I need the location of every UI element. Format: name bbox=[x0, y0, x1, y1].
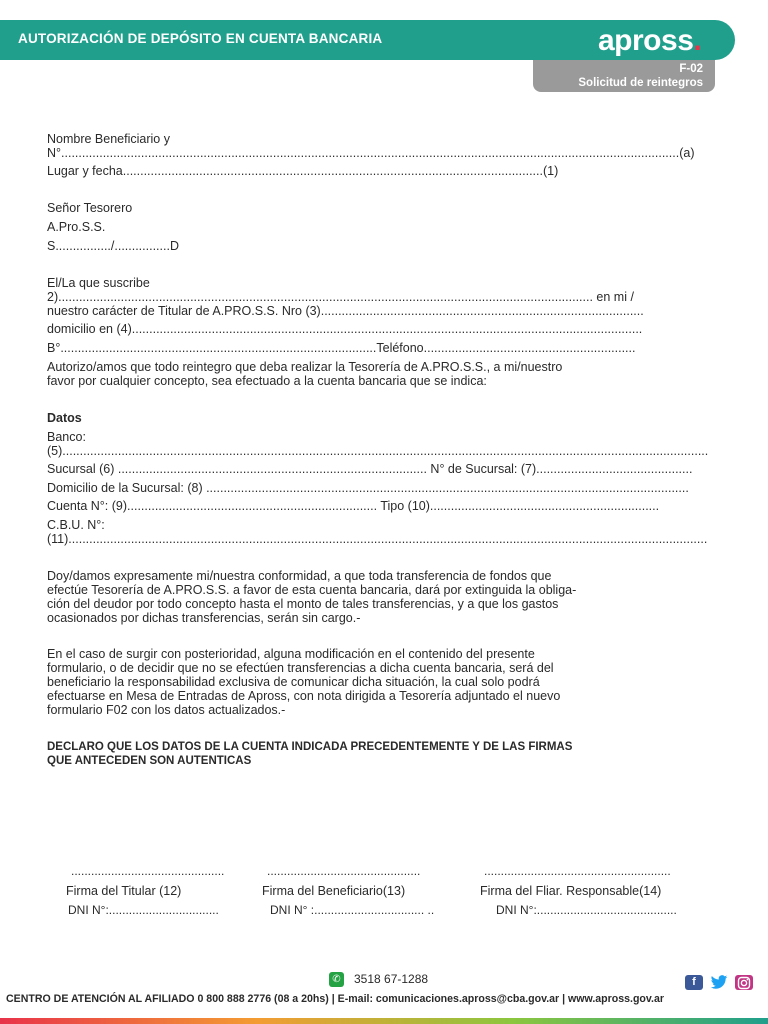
conformity-line: ocasionados por dichas transferencias, serán sin cargo.- bbox=[47, 611, 361, 625]
datos-heading: Datos bbox=[47, 411, 82, 425]
family-signature-label: Firma del Fliar. Responsable(14) bbox=[480, 884, 662, 898]
conformity-paragraph bbox=[47, 569, 717, 625]
beneficiary-signature-label: Firma del Beneficiario(13) bbox=[262, 884, 406, 898]
branch-address-field: Domicilio de la Sucursal: (8) ........................................................................................................................................... bbox=[47, 481, 689, 495]
modification-line: formulario, o de decidir que no se efectúen transferencias a dicha cuenta bancaria, será del bbox=[47, 661, 554, 675]
addressee-sd: S................/................D bbox=[47, 239, 179, 253]
twitter-icon[interactable] bbox=[710, 975, 728, 990]
modification-line: formulario F02 con los datos actualizados.- bbox=[47, 703, 286, 717]
declaration bbox=[47, 740, 717, 768]
family-dni-field: DNI N°:.......................................... bbox=[496, 903, 677, 917]
conformity-line: ción del deudor por todo concepto hasta el monto de tales transferencias, y a que los gastos bbox=[47, 597, 559, 611]
account-field: Cuenta N°: (9)........................................................................ Tipo (10).................................................................. bbox=[47, 499, 660, 513]
modification-line: efectuarse en Mesa de Entradas de Apross, con nota dirigida a Tesorería adjuntado el nuevo bbox=[47, 689, 561, 703]
beneficiary-dni-field: DNI N° :................................. .. bbox=[270, 903, 435, 917]
form-name: Solicitud de reintegros bbox=[578, 77, 703, 89]
titular-signature-label: Firma del Titular (12) bbox=[66, 884, 182, 898]
declaration-line: QUE ANTECEDEN SON AUTENTICAS bbox=[47, 755, 252, 767]
footer-color-stripe bbox=[0, 1018, 768, 1024]
authorization-text-2: favor por cualquier concepto, sea efectuado a la cuenta bancaria que se indica: bbox=[47, 374, 487, 388]
whatsapp-number: 3518 67-1288 bbox=[354, 972, 429, 986]
facebook-icon[interactable]: f bbox=[685, 975, 703, 990]
addressee-title: Señor Tesorero bbox=[47, 201, 133, 215]
modification-paragraph bbox=[47, 647, 717, 717]
apross-logo bbox=[598, 24, 701, 58]
form-code: F-02 bbox=[679, 63, 703, 75]
titular-number-field: nuestro carácter de Titular de A.PRO.S.S. Nro (3)............................................................................................. bbox=[47, 304, 644, 318]
logo-dot: . bbox=[693, 24, 702, 57]
beneficiary-number-field: N°..................................................................................................................................................................................(a) bbox=[47, 146, 695, 160]
cbu-field: (11)........................................................................................................................................................................................ bbox=[47, 532, 708, 546]
bank-label: Banco: bbox=[47, 430, 86, 444]
titular-signature-line: .............................................. bbox=[71, 864, 225, 878]
bank-field: (5).......................................................................................................................................................................................... bbox=[47, 444, 709, 458]
beneficiary-signature-line: .............................................. bbox=[267, 864, 421, 878]
subscriber-name-field: 2).......................................................................................................................................................... en mi / bbox=[47, 290, 634, 304]
form-tag bbox=[533, 60, 715, 92]
whatsapp-contact[interactable] bbox=[329, 972, 428, 987]
instagram-icon[interactable] bbox=[735, 975, 753, 990]
conformity-line: Doy/damos expresamente mi/nuestra conformidad, a que toda transferencia de fondos que bbox=[47, 569, 552, 583]
cbu-label: C.B.U. N°: bbox=[47, 518, 105, 532]
addressee-org: A.Pro.S.S. bbox=[47, 220, 106, 234]
header-bar bbox=[0, 20, 735, 60]
modification-line: beneficiario la responsabilidad exclusiva de comunicar dicha situación, la cual solo podrá bbox=[47, 675, 540, 689]
authorization-text-1: Autorizo/amos que todo reintegro que deba realizar la Tesorería de A.PRO.S.S., a mi/nuestro bbox=[47, 360, 563, 374]
conformity-line: efectúe Tesorería de A.PRO.S.S. a favor de esta cuenta bancaria, dará por extinguida la obliga- bbox=[47, 583, 577, 597]
declaration-line: DECLARO QUE LOS DATOS DE LA CUENTA INDICADA PRECEDENTEMENTE Y DE LAS FIRMAS bbox=[47, 741, 573, 753]
footer-contact-info: CENTRO DE ATENCIÓN AL AFILIADO 0 800 888 2776 (08 a 20hs) | E-mail: comunicaciones.apross@cba.gov.ar | www.apross.gov.ar bbox=[6, 993, 664, 1005]
logo-text: apross bbox=[598, 24, 694, 57]
modification-line: En el caso de surgir con posterioridad, alguna modificación en el contenido del presente bbox=[47, 647, 535, 661]
branch-field: Sucursal (6) ......................................................................................... N° de Sucursal: (7)............................................. bbox=[47, 462, 693, 476]
titular-dni-field: DNI N°:................................. bbox=[68, 903, 219, 917]
neighborhood-phone-field: B°...........................................................................................Teléfono............................................................. bbox=[47, 341, 636, 355]
whatsapp-icon: ✆ bbox=[329, 972, 344, 987]
place-date-field: Lugar y fecha.........................................................................................................................(1) bbox=[47, 164, 559, 178]
subscriber-label: El/La que suscribe bbox=[47, 276, 150, 290]
family-signature-line: ........................................................ bbox=[484, 864, 671, 878]
address-field: domicilio en (4)................................................................................................................................................... bbox=[47, 322, 643, 336]
beneficiary-name-label: Nombre Beneficiario y bbox=[47, 132, 170, 146]
document-title: AUTORIZACIÓN DE DEPÓSITO EN CUENTA BANCARIA bbox=[18, 31, 383, 46]
